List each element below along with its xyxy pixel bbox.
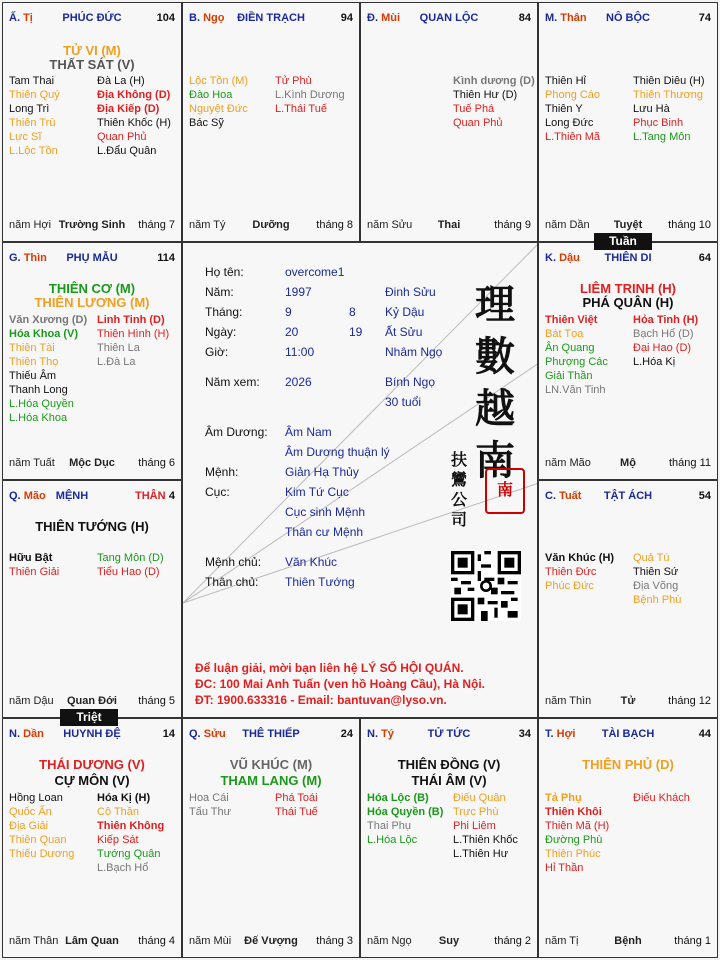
month-label: tháng 8 bbox=[316, 219, 353, 231]
star-label: L.Thiên Mã bbox=[545, 131, 601, 143]
info-value: Đinh Sửu bbox=[385, 285, 436, 299]
star-label: Hồng Loan bbox=[9, 792, 63, 804]
year-branch-label: năm Tị bbox=[545, 935, 579, 947]
minor-stars-right bbox=[275, 791, 318, 819]
life-stage: Quan Đới bbox=[67, 695, 117, 707]
star-label: Địa Kiếp (D) bbox=[97, 103, 160, 115]
main-star-1: VŨ KHÚC (M) bbox=[229, 757, 313, 772]
star-label: L.Lộc Tồn bbox=[9, 145, 58, 157]
year-branch-label: năm Thân bbox=[9, 935, 59, 947]
star-label: Tử Phù bbox=[275, 75, 312, 87]
minor-stars-right bbox=[453, 74, 535, 130]
triet-marker: Triệt bbox=[60, 709, 118, 726]
star-label: Thiên Diêu (H) bbox=[633, 75, 705, 87]
star-label: Thiên Giải bbox=[9, 566, 60, 578]
info-label: Họ tên: bbox=[205, 265, 244, 279]
star-label: L.Hóa Kị bbox=[633, 356, 676, 368]
star-label: Lộc Tồn (M) bbox=[189, 75, 249, 87]
palace-stem-branch: Đ. Mùi bbox=[367, 12, 401, 24]
contact-address: ĐC: 100 Mai Anh Tuấn (ven hồ Hoàng Cầu), Hà Nội. bbox=[195, 677, 486, 691]
minor-stars-right bbox=[275, 74, 345, 116]
minor-stars-left bbox=[545, 74, 600, 144]
palace-name: TỬ TỨC bbox=[427, 728, 471, 740]
main-star-1: THIÊN TƯỚNG (H) bbox=[35, 519, 149, 534]
palace-name: PHỤ MẪU bbox=[66, 252, 118, 264]
year-branch-label: năm Tý bbox=[189, 219, 226, 231]
tuan-marker: Tuần bbox=[594, 233, 652, 250]
star-label: Thiên Thọ bbox=[9, 356, 59, 368]
star-label: Văn Khúc (H) bbox=[545, 552, 615, 564]
palace-stem-branch: Ấ. Tị bbox=[9, 12, 33, 24]
palace-suu bbox=[182, 718, 360, 958]
minor-stars-right bbox=[633, 74, 705, 144]
life-stage: Đế Vượng bbox=[244, 935, 298, 947]
life-stage: Thai bbox=[437, 219, 461, 231]
star-label: Thiên Quan bbox=[9, 834, 67, 846]
star-label: Địa Võng bbox=[633, 580, 679, 592]
star-label: Thiếu Âm bbox=[9, 370, 57, 382]
info-label: Mệnh chủ: bbox=[205, 555, 262, 569]
star-label: Địa Không (D) bbox=[97, 89, 171, 101]
star-label: L.Đà La bbox=[97, 356, 136, 368]
calligraphy-small: 公 bbox=[451, 490, 468, 509]
life-stage: Dưỡng bbox=[252, 219, 290, 231]
star-label: Thiên La bbox=[97, 342, 140, 354]
palace-number: 14 bbox=[162, 728, 175, 740]
star-label: Thiên Quý bbox=[9, 89, 60, 101]
info-label: Tháng: bbox=[205, 305, 243, 319]
star-label: Tiểu Hao (D) bbox=[97, 566, 160, 578]
star-label: Thiên Không bbox=[97, 820, 165, 832]
palace-stem-branch: T. Hợi bbox=[545, 728, 576, 740]
info-value: Nhâm Ngọ bbox=[385, 345, 443, 359]
month-label: tháng 4 bbox=[138, 935, 175, 947]
star-label: Long Trì bbox=[9, 103, 50, 115]
calligraphy-char: 南 bbox=[475, 437, 515, 484]
palace-stem-branch: B. Ngọ bbox=[189, 12, 225, 24]
month-label: tháng 3 bbox=[316, 935, 353, 947]
info-value: Ất Sửu bbox=[385, 325, 423, 339]
qr-code-icon[interactable] bbox=[451, 551, 521, 621]
minor-stars-left bbox=[189, 74, 248, 130]
star-label: L.Hóa Khoa bbox=[9, 412, 68, 424]
star-label: Thiên Đức bbox=[545, 566, 597, 578]
palace-stem-branch: C. Tuất bbox=[545, 490, 582, 502]
palace-number: 4 bbox=[168, 490, 175, 502]
star-label: Phong Cáo bbox=[545, 89, 601, 101]
star-label: Bạch Hổ (D) bbox=[633, 328, 694, 340]
main-star-1: THIÊN CƠ (M) bbox=[48, 281, 136, 296]
palace-name: TÀI BẠCH bbox=[601, 728, 655, 740]
month-label: tháng 11 bbox=[668, 457, 711, 469]
star-label: Tả Phụ bbox=[545, 792, 582, 804]
star-label: Tướng Quân bbox=[97, 848, 161, 860]
star-label: Thanh Long bbox=[9, 384, 68, 396]
main-star-2: THẤT SÁT (V) bbox=[49, 57, 135, 72]
main-star-2: PHÁ QUÂN (H) bbox=[582, 295, 674, 310]
palace-mao bbox=[2, 480, 182, 718]
info-label: Cục: bbox=[205, 485, 230, 499]
palace-than bbox=[538, 2, 718, 242]
info-value: 8 bbox=[349, 305, 356, 319]
star-label: Tấu Thư bbox=[189, 806, 232, 818]
palace-hoi bbox=[538, 718, 718, 958]
star-label: Kiếp Sát bbox=[97, 834, 139, 846]
main-star-1: THIÊN ĐỒNG (V) bbox=[397, 757, 501, 772]
star-label: Bác Sỹ bbox=[189, 117, 224, 129]
main-star-1: LIÊM TRINH (H) bbox=[579, 281, 677, 296]
palace-name: HUYNH ĐỆ bbox=[63, 728, 121, 740]
star-label: L.Đẩu Quân bbox=[97, 145, 157, 157]
star-label: Hỉ Thần bbox=[545, 862, 584, 874]
minor-stars-left bbox=[545, 791, 609, 875]
palace-dau bbox=[538, 242, 718, 480]
life-stage: Tuyệt bbox=[613, 219, 643, 231]
info-value: 2026 bbox=[285, 375, 312, 389]
star-label: Tam Thai bbox=[9, 75, 55, 87]
person-name: overcome1 bbox=[285, 265, 345, 279]
minor-stars-right bbox=[633, 791, 690, 805]
calligraphy-small: 鸞 bbox=[451, 470, 468, 489]
star-label: Long Đức bbox=[545, 117, 594, 129]
info-value: 11:00 bbox=[285, 345, 315, 359]
minor-stars-right bbox=[97, 791, 164, 875]
minor-stars-left bbox=[9, 551, 59, 579]
info-value: 9 bbox=[285, 305, 292, 319]
month-label: tháng 9 bbox=[494, 219, 531, 231]
star-label: Thiên Mã (H) bbox=[545, 820, 610, 832]
minor-stars-right bbox=[97, 313, 169, 369]
year-branch-label: năm Dần bbox=[545, 219, 590, 231]
star-label: L.Thiên Hư bbox=[453, 848, 509, 860]
month-label: tháng 10 bbox=[668, 219, 711, 231]
star-label: Thiên Khôi bbox=[545, 806, 602, 818]
star-label: Đào Hoa bbox=[189, 89, 233, 101]
star-label: Thiên Sứ bbox=[633, 566, 679, 578]
star-label: Đại Hao (D) bbox=[633, 342, 692, 354]
star-label: Trực Phù bbox=[453, 806, 499, 818]
minor-stars-right bbox=[97, 551, 164, 579]
star-label: Thiếu Dương bbox=[9, 848, 75, 860]
star-label: Quốc Ấn bbox=[9, 806, 52, 818]
calligraphy-small: 扶 bbox=[451, 450, 468, 469]
info-label: Ngày: bbox=[205, 325, 237, 339]
year-branch-label: năm Hợi bbox=[9, 219, 52, 231]
calligraphy-char: 理 bbox=[475, 281, 515, 328]
star-label: Thiên Tài bbox=[9, 342, 55, 354]
info-value: Giản Hạ Thủy bbox=[285, 465, 359, 479]
month-label: tháng 7 bbox=[138, 219, 175, 231]
minor-stars-left bbox=[367, 791, 443, 847]
star-label: Phục Binh bbox=[633, 117, 684, 129]
star-label: Giải Thần bbox=[545, 370, 593, 382]
month-label: tháng 1 bbox=[674, 935, 711, 947]
palace-stem-branch: N. Dần bbox=[9, 728, 44, 740]
info-value: Văn Khúc bbox=[285, 555, 338, 569]
minor-stars-left bbox=[189, 791, 231, 819]
info-value: Cục sinh Mệnh bbox=[285, 505, 366, 519]
info-value: 30 tuổi bbox=[385, 395, 422, 409]
minor-stars-left bbox=[9, 313, 87, 425]
star-label: L.Hóa Quyền bbox=[9, 398, 74, 410]
minor-stars-left bbox=[545, 313, 608, 397]
star-label: Địa Giải bbox=[9, 820, 49, 832]
star-label: Điếu Khách bbox=[633, 792, 690, 804]
palace-name: TẬT ÁCH bbox=[603, 490, 653, 502]
info-label: Năm: bbox=[205, 285, 234, 299]
minor-stars-right bbox=[453, 791, 518, 861]
main-star-2: THAM LANG (M) bbox=[220, 773, 322, 788]
star-label: L.Tang Môn bbox=[633, 131, 691, 143]
minor-stars-right bbox=[633, 313, 698, 369]
star-label: Thái Tuế bbox=[275, 806, 318, 818]
star-label: Hữu Bật bbox=[9, 552, 53, 564]
palace-name: THIÊN DI bbox=[604, 252, 652, 264]
contact-phone-email[interactable]: ĐT: 1900.633316 - Email: bantuvan@lyso.vn. bbox=[195, 693, 447, 707]
palace-thin bbox=[2, 242, 182, 480]
palace-number: 94 bbox=[340, 12, 353, 24]
star-label: Hóa Lộc (B) bbox=[367, 792, 429, 804]
info-value: Bính Ngọ bbox=[385, 375, 436, 389]
info-value: Thân cư Mệnh bbox=[285, 525, 364, 539]
star-label: LN.Văn Tinh bbox=[545, 384, 606, 396]
main-star-1: TỬ VI (M) bbox=[63, 43, 121, 58]
star-label: Hỏa Tinh (H) bbox=[633, 314, 699, 326]
contact-line-1: Để luận giải, mời bạn liên hệ LÝ SỐ HỘI QUÁN. bbox=[195, 661, 464, 675]
star-label: Đà La (H) bbox=[97, 75, 145, 87]
calligraphy-small: 司 bbox=[451, 510, 468, 529]
palace-tuat bbox=[538, 480, 718, 718]
life-stage: Tử bbox=[620, 695, 636, 707]
info-value: Kim Tứ Cục bbox=[285, 485, 349, 499]
star-label: Văn Xương (D) bbox=[9, 314, 88, 326]
star-label: L.Kình Dương bbox=[275, 89, 345, 101]
star-label: Tuế Phá bbox=[453, 103, 495, 115]
star-label: Ân Quang bbox=[545, 342, 595, 354]
horoscope-chart bbox=[2, 2, 718, 958]
star-label: Phi Liêm bbox=[453, 820, 496, 832]
info-value: Kỷ Dậu bbox=[385, 305, 425, 319]
month-label: tháng 2 bbox=[494, 935, 531, 947]
star-label: Thiên Thương bbox=[633, 89, 704, 101]
info-value: Thiên Tướng bbox=[285, 575, 355, 589]
life-stage: Bệnh bbox=[614, 935, 642, 947]
star-label: Kình dương (D) bbox=[453, 75, 535, 87]
center-info-panel bbox=[182, 242, 538, 718]
star-label: Lưu Hà bbox=[633, 103, 670, 115]
main-star-2: THIÊN LƯƠNG (M) bbox=[34, 295, 150, 310]
star-label: Phá Toái bbox=[275, 792, 318, 804]
year-branch-label: năm Mão bbox=[545, 457, 591, 469]
palace-ngo bbox=[182, 2, 360, 242]
life-stage: Trường Sinh bbox=[58, 219, 126, 231]
palace-number: 34 bbox=[518, 728, 531, 740]
star-label: Hóa Khoa (V) bbox=[9, 328, 79, 340]
info-value: Âm Nam bbox=[285, 425, 332, 439]
calligraphy-char: 越 bbox=[475, 385, 515, 432]
star-label: Thiên Trù bbox=[9, 117, 56, 129]
star-label: Bệnh Phù bbox=[633, 594, 682, 606]
palace-number: 74 bbox=[698, 12, 711, 24]
palace-number: 24 bbox=[340, 728, 353, 740]
palace-number: 114 bbox=[157, 252, 175, 264]
palace-stem-branch: G. Thìn bbox=[9, 252, 47, 264]
star-label: Quả Tú bbox=[633, 552, 670, 564]
palace-dan bbox=[2, 718, 182, 958]
star-label: L.Thái Tuế bbox=[275, 103, 327, 115]
palace-name: ĐIỀN TRẠCH bbox=[237, 12, 305, 24]
palace-stem-branch: K. Dậu bbox=[545, 252, 580, 264]
star-label: Thiên Phúc bbox=[545, 848, 601, 860]
star-label: Điếu Quân bbox=[453, 792, 506, 804]
palace-name: MỆNH bbox=[55, 490, 89, 502]
star-label: Phượng Các bbox=[545, 356, 608, 368]
star-label: L.Bạch Hổ bbox=[97, 862, 149, 874]
star-label: L.Thiên Khốc bbox=[453, 834, 518, 846]
palace-ty bbox=[360, 718, 538, 958]
info-value: 20 bbox=[285, 325, 299, 339]
info-value: 19 bbox=[349, 325, 363, 339]
palace-name: NÔ BỘC bbox=[606, 12, 650, 24]
life-stage: Suy bbox=[438, 935, 460, 947]
star-label: Bát Tọa bbox=[545, 328, 584, 340]
star-label: Quan Phủ bbox=[453, 117, 503, 129]
year-branch-label: năm Dậu bbox=[9, 695, 54, 707]
star-label: Thiên Việt bbox=[545, 314, 598, 326]
star-label: Thiên Hỉ bbox=[545, 75, 586, 87]
palace-name: THÊ THIẾP bbox=[242, 728, 300, 740]
year-branch-label: năm Tuất bbox=[9, 457, 55, 469]
main-star-1: THÁI DƯƠNG (V) bbox=[39, 757, 145, 772]
star-label: Phúc Đức bbox=[545, 580, 594, 592]
star-label: L.Hóa Lộc bbox=[367, 834, 418, 846]
info-value: Âm Dương thuận lý bbox=[285, 445, 390, 459]
life-stage: Mộ bbox=[620, 457, 636, 469]
star-label: Thai Phụ bbox=[367, 820, 412, 832]
star-label: Linh Tinh (D) bbox=[97, 314, 165, 326]
month-label: tháng 12 bbox=[668, 695, 711, 707]
star-label: Cô Thần bbox=[97, 806, 139, 818]
star-label: Hóa Quyền (B) bbox=[367, 806, 444, 818]
star-label: Thiên Hình (H) bbox=[97, 328, 170, 340]
year-branch-label: năm Ngọ bbox=[367, 935, 412, 947]
minor-stars-left bbox=[9, 791, 74, 861]
palace-number: 104 bbox=[156, 12, 175, 24]
palace-ti bbox=[2, 2, 182, 242]
info-value: 1997 bbox=[285, 285, 312, 299]
palace-stem-branch: N. Tý bbox=[367, 728, 394, 740]
palace-stem-branch: Q. Mão bbox=[9, 490, 46, 502]
calligraphy-char: 數 bbox=[475, 333, 515, 380]
star-label: Đường Phù bbox=[545, 834, 603, 846]
star-label: Thiên Y bbox=[545, 103, 583, 115]
info-label: Giờ: bbox=[205, 345, 229, 359]
palace-number: 84 bbox=[518, 12, 531, 24]
palace-stem-branch: Q. Sửu bbox=[189, 728, 226, 740]
star-label: Quan Phủ bbox=[97, 131, 147, 143]
info-label: Mệnh: bbox=[205, 465, 239, 479]
year-branch-label: năm Sửu bbox=[367, 219, 413, 231]
minor-stars-left bbox=[9, 74, 60, 158]
minor-stars-right bbox=[633, 551, 681, 607]
month-label: tháng 6 bbox=[138, 457, 175, 469]
palace-name: QUAN LỘC bbox=[419, 12, 479, 24]
palace-mui bbox=[360, 2, 538, 242]
body-palace-label: THÂN bbox=[135, 490, 166, 502]
star-label: Hoa Cái bbox=[189, 792, 229, 804]
star-label: Nguyệt Đức bbox=[189, 103, 248, 115]
life-stage: Mộc Dục bbox=[69, 457, 115, 469]
minor-stars-left bbox=[545, 551, 614, 593]
main-star-1: THIÊN PHỦ (D) bbox=[582, 757, 674, 772]
palace-number: 54 bbox=[698, 490, 711, 502]
palace-stem-branch: M. Thân bbox=[545, 12, 587, 24]
month-label: tháng 5 bbox=[138, 695, 175, 707]
minor-stars-right bbox=[97, 74, 171, 158]
star-label: Thiên Khốc (H) bbox=[97, 117, 171, 129]
info-label: Âm Dương: bbox=[205, 425, 268, 439]
red-seal-icon: 南 bbox=[485, 468, 525, 514]
life-stage: Lâm Quan bbox=[65, 935, 119, 947]
info-label: Thân chủ: bbox=[205, 575, 259, 589]
star-label: Thiên Hư (D) bbox=[453, 89, 518, 101]
main-star-2: CỰ MÔN (V) bbox=[54, 773, 130, 788]
star-label: Tang Môn (D) bbox=[97, 552, 164, 564]
main-star-2: THÁI ÂM (V) bbox=[411, 773, 487, 788]
info-label: Năm xem: bbox=[205, 375, 260, 389]
star-label: Hóa Kị (H) bbox=[97, 792, 151, 804]
palace-number: 64 bbox=[698, 252, 711, 264]
year-branch-label: năm Thìn bbox=[545, 695, 592, 707]
palace-name: PHÚC ĐỨC bbox=[62, 12, 122, 24]
star-label: Lực Sĩ bbox=[9, 131, 42, 143]
year-branch-label: năm Mùi bbox=[189, 935, 232, 947]
palace-number: 44 bbox=[698, 728, 711, 740]
